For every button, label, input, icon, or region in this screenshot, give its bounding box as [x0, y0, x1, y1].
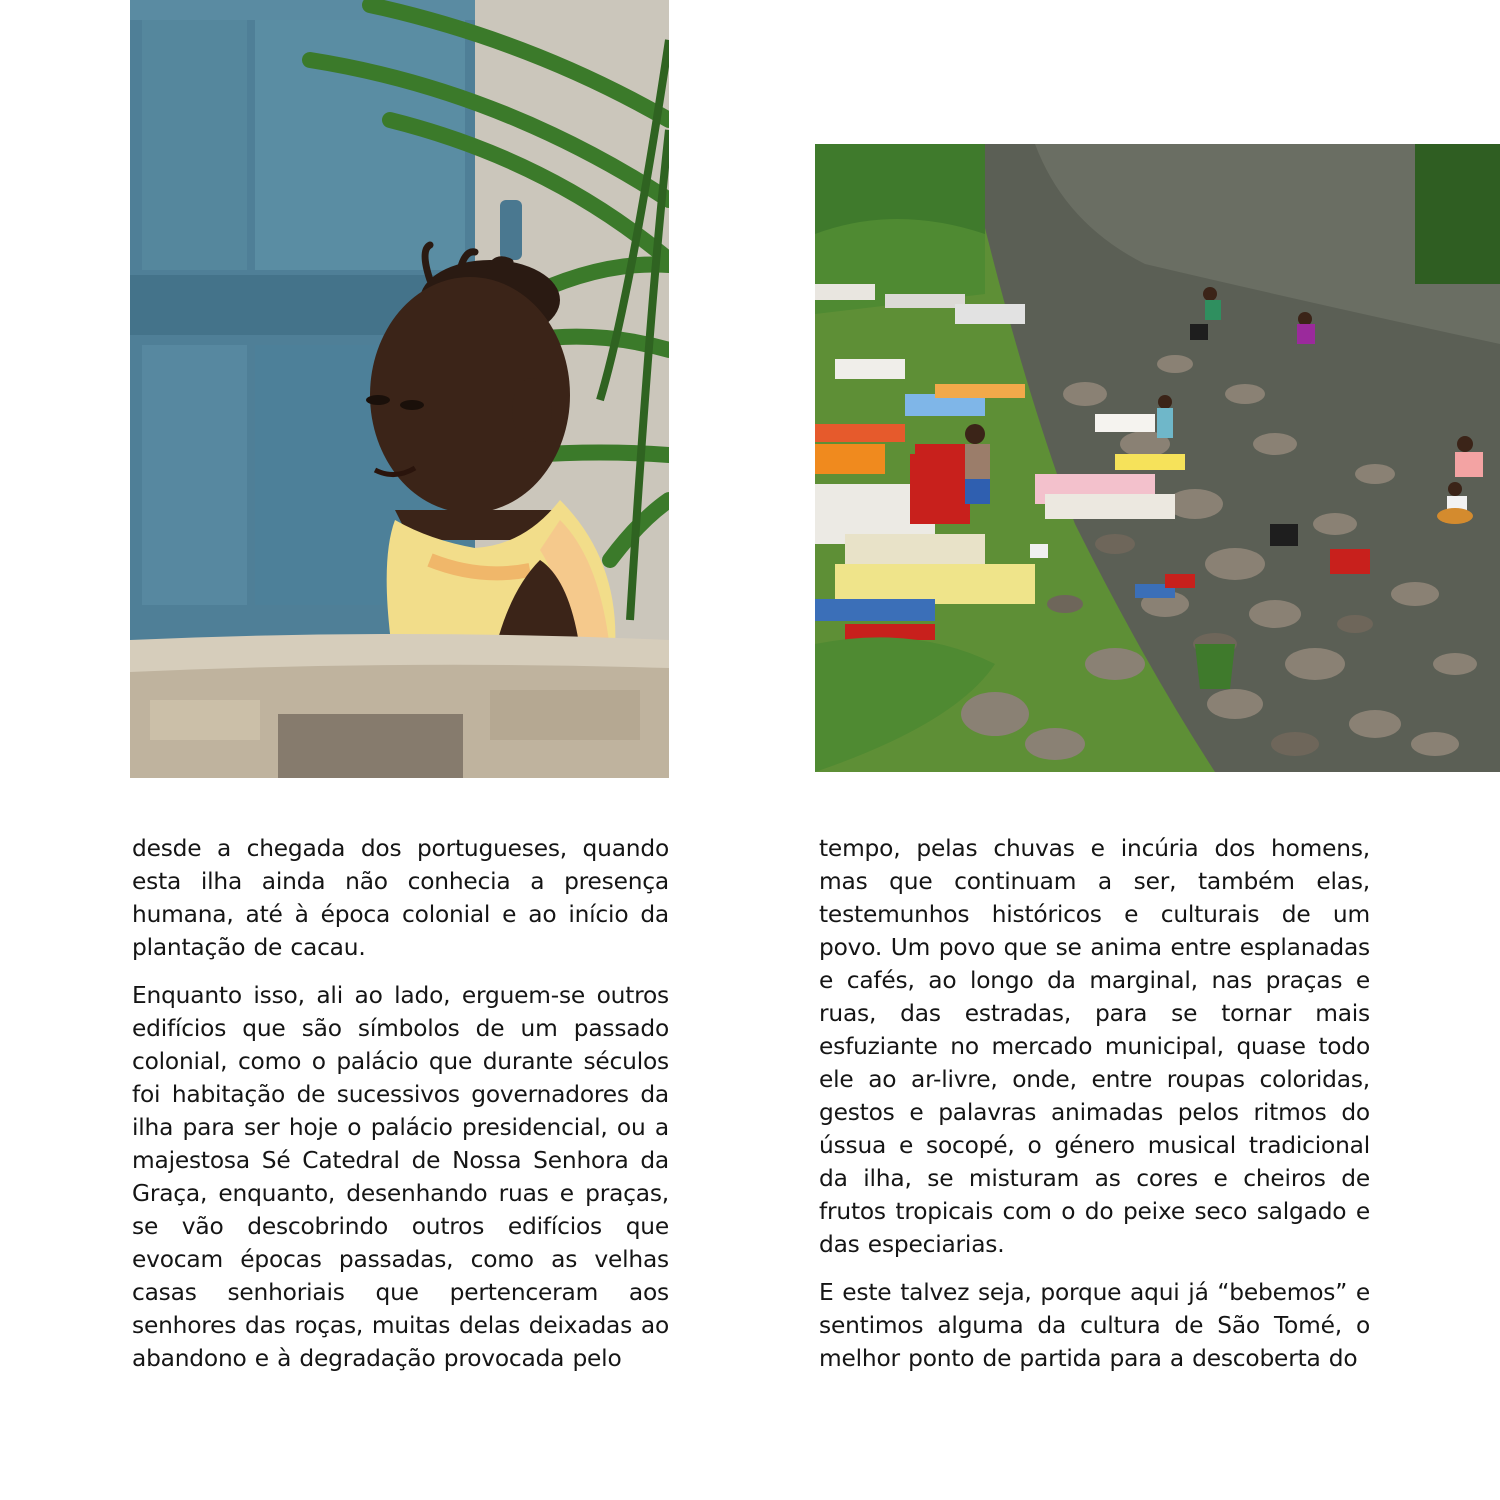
left-paragraph-2: Enquanto isso, ali ao lado, erguem-se outros edifícios que são símbolos de um passado colonial, como o palácio que durante séculos foi habitação de sucessivos governadores da ilha para ser hoje o palácio presidencial, ou a majestosa Sé Catedral de Nossa Senhora da Graça, enquanto, desenhando ruas e praças, se vão descobrindo outros edifícios que evocam épocas passadas, como as velhas casas senhoriais que pertenceram aos senhores das roças, muitas delas deixadas ao abandono e à degradação provocada pelo: [132, 982, 669, 1372]
right-paragraph-2: E este talvez seja, porque aqui já “bebemos” e sentimos alguma da cultura de São Tomé, o melhor ponto de partida para a descoberta do: [819, 1279, 1370, 1372]
child-photo-illustration: [130, 0, 669, 778]
left-paragraph-1: desde a chegada dos portugueses, quando esta ilha ainda não conhecia a presença humana, até à época colonial e ao início da plantação de cacau.: [132, 835, 669, 961]
right-text-column: [819, 832, 1370, 1390]
river-photo-illustration: [815, 144, 1500, 772]
photo-child-by-door: [130, 0, 669, 778]
left-text-column: [132, 832, 669, 1390]
photo-river-laundry: [815, 144, 1500, 772]
right-paragraph-1: tempo, pelas chuvas e incúria dos homens, mas que continuam a ser, também elas, testemunhos históricos e culturais de um povo. Um povo que se anima entre esplanadas e cafés, ao longo da marginal, nas praças e ruas, das estradas, para se tornar mais esfuziante no mercado municipal, quase todo ele ao ar-livre, onde, entre roupas coloridas, gestos e palavras animadas pelos ritmos do ússua e socopé, o género musical tradicional da ilha, se misturam as cores e cheiros de frutos tropicais com o do peixe seco salgado e das especiarias.: [819, 835, 1370, 1258]
